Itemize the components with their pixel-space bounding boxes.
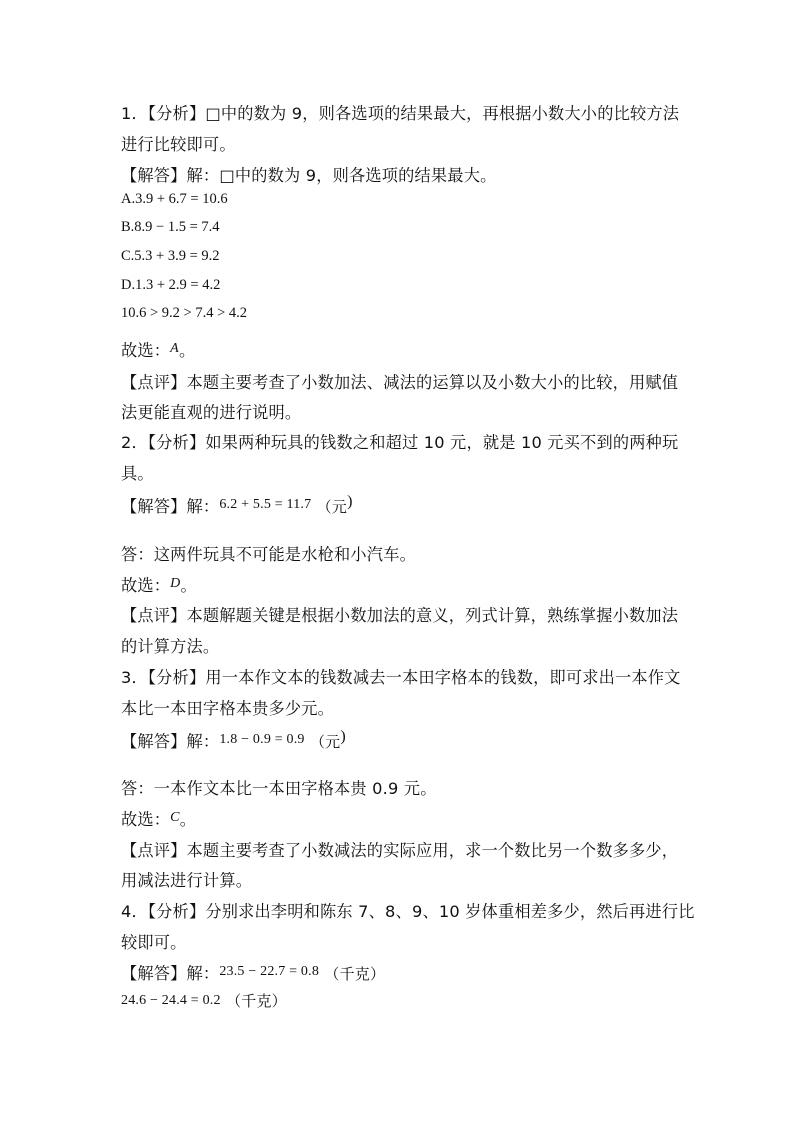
q1-choice-prefix: 故选： bbox=[121, 341, 171, 360]
q4-equation-2-unit: （千克） bbox=[226, 992, 287, 1010]
q1-choice: A bbox=[170, 341, 179, 356]
q3-reply-line: 答：一本作文本比一本田字格本贵 0.9 元。 bbox=[121, 779, 437, 798]
q1-choice-suffix: 。 bbox=[178, 341, 196, 360]
q2-choice-prefix: 故选： bbox=[121, 576, 171, 595]
q1-analysis-line-2: 进行比较即可。 bbox=[121, 135, 236, 154]
q4-answer-equation: 23.5 − 22.7 = 0.8 bbox=[219, 964, 320, 979]
q2-reply-line: 答：这两件玩具不可能是水枪和小汽车。 bbox=[121, 545, 416, 564]
q2-choice-suffix: 。 bbox=[180, 576, 197, 595]
q1-equation-a: A.3.9 + 6.7 = 10.6 bbox=[121, 191, 228, 207]
q3-answer-unit: （元 bbox=[309, 733, 341, 751]
q3-choice-suffix: 。 bbox=[179, 810, 197, 829]
q1-comparison: 10.6 > 9.2 > 7.4 > 4.2 bbox=[121, 305, 248, 321]
q2-comment-line-2: 的计算方法。 bbox=[121, 637, 220, 656]
q2-choice: D bbox=[170, 576, 181, 591]
q2-answer-line bbox=[121, 493, 353, 517]
q3-analysis-line-2: 本比一本田字格本贵多少元。 bbox=[121, 699, 335, 718]
q1-equation-c: C.5.3 + 3.9 = 9.2 bbox=[121, 248, 220, 264]
q1-comment-line-1: 【点评】本题主要考查了小数加法、减法的运算以及小数大小的比较，用赋值 bbox=[121, 373, 679, 392]
q4-answer-prefix: 【解答】解： bbox=[121, 964, 220, 983]
q3-choice-prefix: 故选： bbox=[121, 810, 171, 829]
q4-answer-line bbox=[121, 960, 385, 984]
q4-answer-unit: （千克） bbox=[324, 965, 386, 983]
q4-analysis-line-1: 4．【分析】分别求出李明和陈东 7、8、9、10 岁体重相差多少，然后再进行比 bbox=[121, 902, 695, 921]
q2-answer-unit: （元 bbox=[316, 498, 348, 516]
q3-analysis-line-1: 3．【分析】用一本作文本的钱数减去一本田字格本的钱数，即可求出一本作文 bbox=[121, 668, 681, 687]
q1-equation-d: D.1.3 + 2.9 = 4.2 bbox=[121, 277, 221, 293]
q2-choice-line bbox=[121, 572, 197, 596]
q1-comment-line-2: 法更能直观的进行说明。 bbox=[121, 403, 302, 422]
q2-comment-line-1: 【点评】本题解题关键是根据小数加法的意义，列式计算，熟练掌握小数加法 bbox=[121, 606, 679, 625]
q2-answer-prefix: 【解答】解： bbox=[121, 497, 220, 516]
q2-answer-close: ) bbox=[347, 493, 353, 510]
q1-equation-b: B.8.9 − 1.5 = 7.4 bbox=[121, 219, 220, 235]
q1-analysis-line-1: 1．【分析】□中的数为 9，则各选项的结果最大，再根据小数大小的比较方法 bbox=[121, 104, 680, 123]
q2-analysis-line-1: 2．【分析】如果两种玩具的钱数之和超过 10 元，就是 10 元买不到的两种玩 bbox=[121, 433, 679, 452]
q3-answer-close: ) bbox=[340, 728, 346, 745]
q3-answer-prefix: 【解答】解： bbox=[121, 732, 220, 751]
q3-answer-equation: 1.8 − 0.9 = 0.9 bbox=[219, 732, 305, 747]
q2-answer-equation: 6.2 + 5.5 = 11.7 bbox=[219, 497, 312, 512]
q1-answer-line: 【解答】解：□中的数为 9，则各选项的结果最大。 bbox=[121, 166, 497, 185]
q4-equation-line-2 bbox=[121, 990, 287, 1011]
q3-answer-line bbox=[121, 728, 346, 752]
q4-equation-2: 24.6 − 24.4 = 0.2 bbox=[121, 993, 221, 1008]
q3-comment-line-1: 【点评】本题主要考查了小数减法的实际应用，求一个数比另一个数多多少， bbox=[121, 841, 679, 860]
q4-analysis-line-2: 较即可。 bbox=[121, 933, 187, 952]
q3-comment-line-2: 用减法进行计算。 bbox=[121, 871, 253, 890]
q1-choice-line bbox=[121, 337, 195, 361]
q2-analysis-line-2: 具。 bbox=[121, 464, 154, 483]
q3-choice-line bbox=[121, 806, 196, 830]
q3-choice: C bbox=[170, 810, 180, 825]
